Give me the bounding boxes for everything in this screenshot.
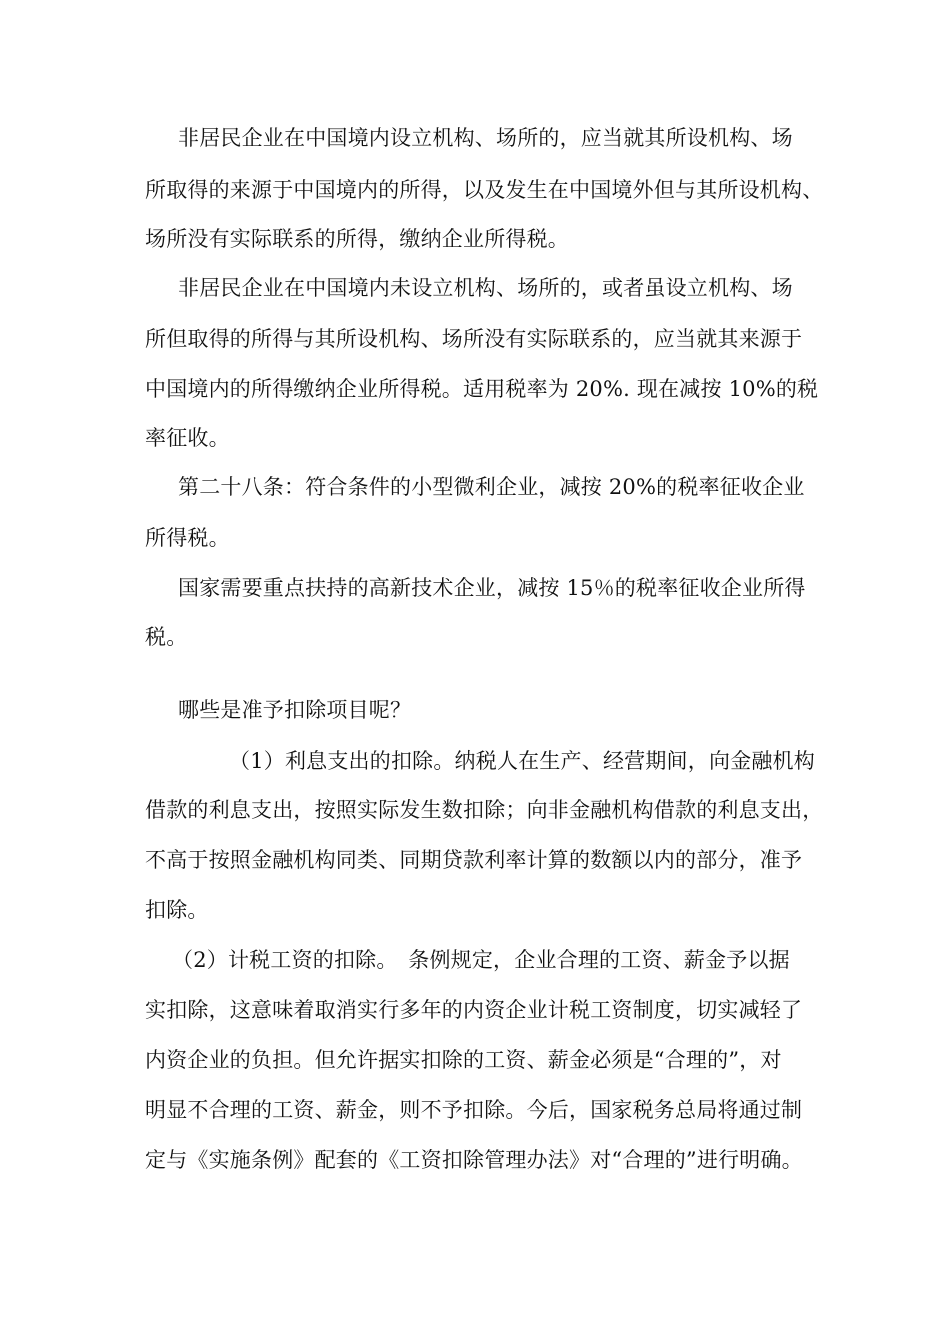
text-line: 扣除。 bbox=[145, 898, 209, 922]
text-line: 明显不合理的工资、薪金，则不予扣除。今后，国家税务总局将通过制 bbox=[145, 1098, 803, 1122]
text-line: 场所没有实际联系的所得，缴纳企业所得税。 bbox=[145, 227, 569, 251]
text-line: 非居民企业在中国境内设立机构、场所的，应当就其所设机构、场 bbox=[178, 126, 793, 150]
text-line: 内资企业的负担。但允许据实扣除的工资、薪金必须是“合理的”，对 bbox=[145, 1048, 782, 1072]
text-line: 国家需要重点扶持的高新技术企业，减按 15％的税率征收企业所得 bbox=[178, 576, 806, 600]
text-line: 所但取得的所得与其所设机构、场所没有实际联系的，应当就其来源于 bbox=[145, 327, 803, 351]
section-question: 哪些是准予扣除项目呢？ bbox=[178, 698, 412, 722]
text-line: 定与《实施条例》配套的《工资扣除管理办法》对“合理的”进行明确。 bbox=[145, 1148, 803, 1172]
text-line: （1）利息支出的扣除。纳税人在生产、经营期间，向金融机构 bbox=[229, 749, 815, 773]
text-line: 税。 bbox=[145, 625, 188, 649]
text-line: 不高于按照金融机构同类、同期贷款利率计算的数额以内的部分，准予 bbox=[145, 848, 803, 872]
text-line: 所得税。 bbox=[145, 526, 230, 550]
text-line: 中国境内的所得缴纳企业所得税。适用税率为 20%. 现在减按 10%的税 bbox=[145, 377, 819, 401]
text-line: 率征收。 bbox=[145, 426, 230, 450]
text-line: （2）计税工资的扣除。 条例规定，企业合理的工资、薪金予以据 bbox=[172, 948, 790, 972]
text-line: 非居民企业在中国境内未设立机构、场所的，或者虽设立机构、场 bbox=[178, 276, 793, 300]
text-line: 所取得的来源于中国境内的所得，以及发生在中国境外但与其所设机构、 bbox=[145, 178, 824, 202]
text-line: 第二十八条：符合条件的小型微利企业，减按 20%的税率征收企业 bbox=[178, 475, 805, 499]
text-line: 实扣除，这意味着取消实行多年的内资企业计税工资制度，切实减轻了 bbox=[145, 998, 803, 1022]
text-line: 借款的利息支出，按照实际发生数扣除；向非金融机构借款的利息支出， bbox=[145, 798, 824, 822]
